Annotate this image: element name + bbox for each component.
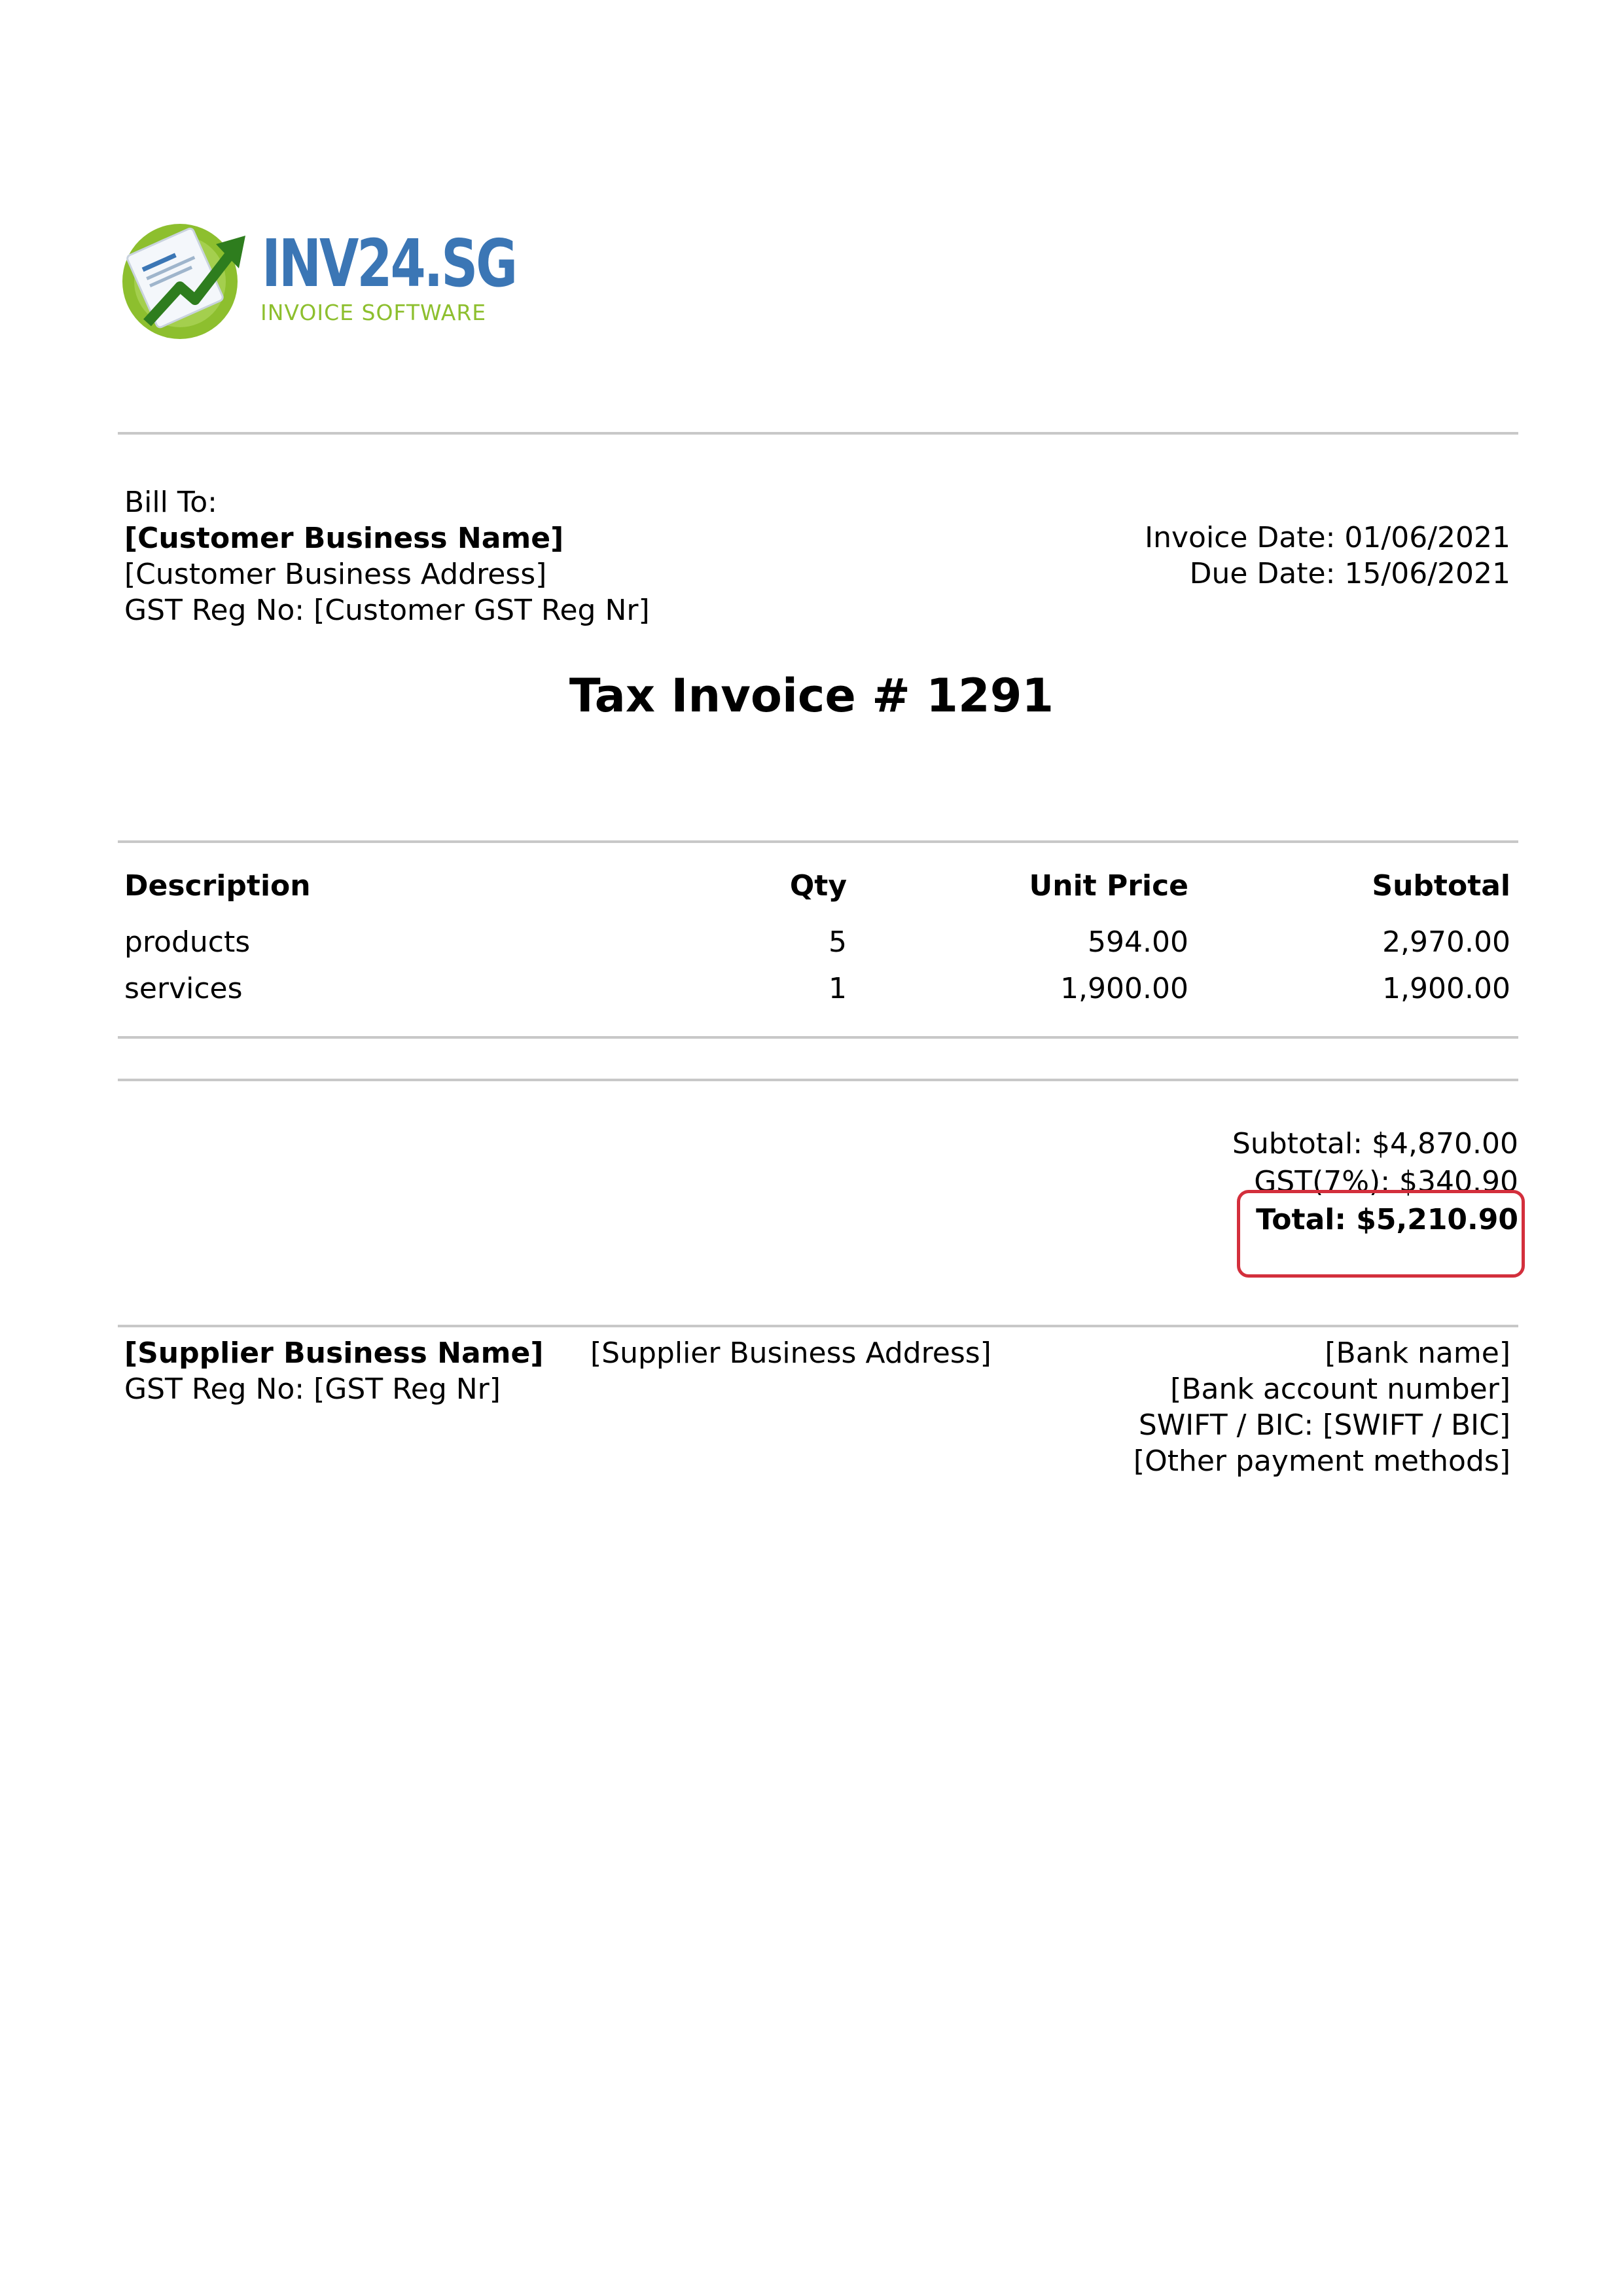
bank-name: [Bank name] (1325, 1336, 1510, 1370)
bank-details (1133, 1335, 1510, 1479)
logo-brand-text: INV24.SG (262, 225, 516, 302)
header-qty: Qty (789, 869, 847, 903)
due-date: Due Date: 15/06/2021 (1189, 557, 1510, 590)
bill-to-section (124, 484, 650, 628)
invoice-title: Tax Invoice # 1291 (569, 669, 1054, 723)
total-highlight-box (1237, 1190, 1525, 1278)
row-qty: 1 (829, 972, 847, 1005)
logo-chart-icon (118, 208, 255, 346)
divider (118, 432, 1518, 435)
invoice-date: Invoice Date: 01/06/2021 (1145, 521, 1510, 554)
customer-gst: GST Reg No: [Customer GST Reg Nr] (124, 594, 650, 627)
supplier-section (124, 1335, 543, 1407)
totals-subtotal: Subtotal: $4,870.00 (1232, 1127, 1518, 1160)
supplier-gst: GST Reg No: [GST Reg Nr] (124, 1372, 501, 1406)
row-description: services (124, 972, 243, 1005)
supplier-address-section (590, 1335, 991, 1371)
bank-account: [Bank account number] (1170, 1372, 1510, 1406)
invoice-dates (1145, 520, 1510, 592)
row-subtotal: 1,900.00 (1382, 972, 1510, 1005)
row-subtotal: 2,970.00 (1382, 925, 1510, 959)
supplier-name: [Supplier Business Name] (124, 1336, 544, 1370)
bank-swift: SWIFT / BIC: [SWIFT / BIC] (1138, 1408, 1510, 1442)
logo-tagline: INVOICE SOFTWARE (260, 300, 487, 325)
row-unit-price: 594.00 (1088, 925, 1188, 959)
footer-divider (118, 1325, 1518, 1327)
row-qty: 5 (829, 925, 847, 959)
row-unit-price: 1,900.00 (1060, 972, 1188, 1005)
totals-gst: GST(7%): $340.90 (1254, 1165, 1518, 1198)
company-logo (118, 208, 516, 346)
customer-name: [Customer Business Name] (124, 522, 564, 555)
divider (118, 1079, 1518, 1081)
header-subtotal: Subtotal (1372, 869, 1510, 903)
header-description: Description (124, 869, 311, 903)
row-description: products (124, 925, 251, 959)
bill-to-label: Bill To: (124, 486, 217, 519)
customer-address: [Customer Business Address] (124, 558, 547, 591)
supplier-address: [Supplier Business Address] (590, 1336, 991, 1370)
table-bottom-divider (118, 1036, 1518, 1039)
table-top-divider (118, 840, 1518, 843)
totals-total: Total: $5,210.90 (1256, 1203, 1518, 1236)
header-unit-price: Unit Price (1029, 869, 1188, 903)
bank-other: [Other payment methods] (1133, 1444, 1510, 1478)
